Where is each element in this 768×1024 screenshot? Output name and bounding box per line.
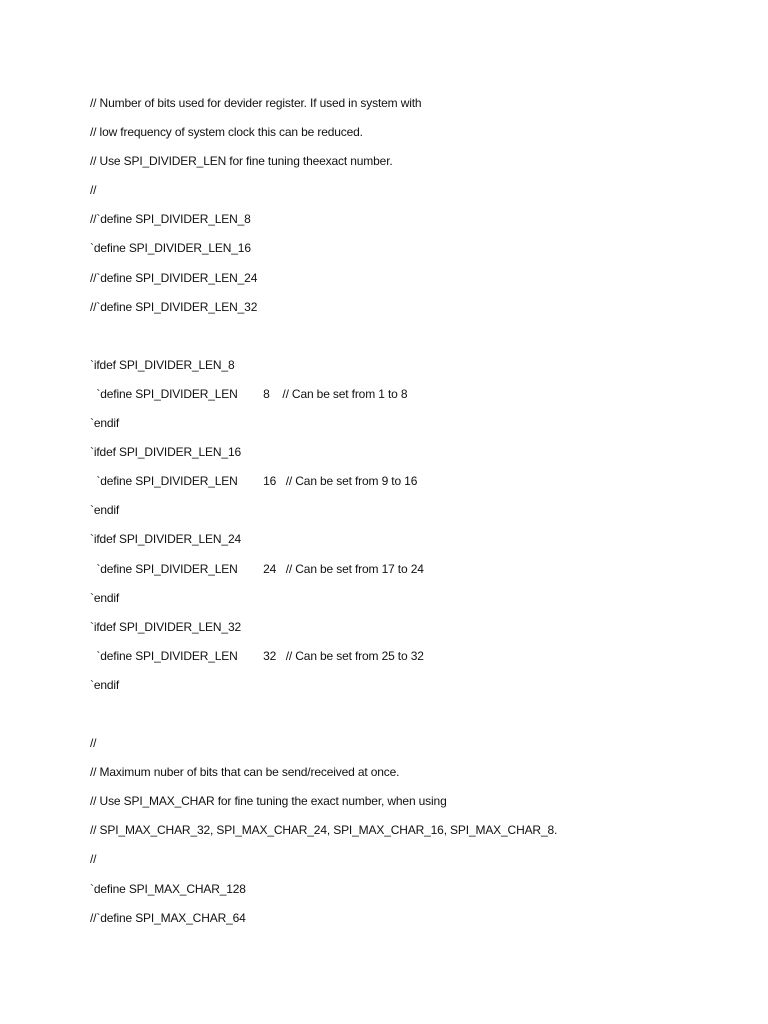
code-line: //`define SPI_DIVIDER_LEN_8 — [90, 212, 251, 227]
code-line: // Use SPI_DIVIDER_LEN for fine tuning theexact number. — [90, 154, 393, 169]
code-line: `ifdef SPI_DIVIDER_LEN_8 — [90, 357, 235, 372]
blank-line — [90, 700, 730, 729]
code-line: `define SPI_DIVIDER_LEN_16 — [90, 241, 251, 256]
code-line: // Number of bits used for devider register. If used in system with — [90, 96, 422, 110]
code-line: `endif — [90, 590, 120, 605]
code-line: //`define SPI_DIVIDER_LEN_24 — [90, 270, 258, 285]
code-line: // Maximum nuber of bits that can be send/received at once. — [90, 765, 400, 780]
code-line: //`define SPI_DIVIDER_LEN_32 — [90, 299, 258, 314]
code-line: `define SPI_MAX_CHAR_128 — [90, 881, 246, 896]
code-listing — [90, 89, 730, 933]
code-line: `ifdef SPI_DIVIDER_LEN_16 — [90, 445, 241, 460]
code-line: // SPI_MAX_CHAR_32, SPI_MAX_CHAR_24, SPI_MAX_CHAR_16, SPI_MAX_CHAR_8. — [90, 823, 558, 838]
code-line: // — [90, 183, 97, 198]
code-line: //`define SPI_MAX_CHAR_64 — [90, 910, 246, 925]
code-line: // — [90, 736, 97, 751]
code-line: `define SPI_DIVIDER_LEN 32 // Can be set from 25 to 32 — [90, 648, 424, 663]
code-line: `ifdef SPI_DIVIDER_LEN_32 — [90, 619, 241, 634]
code-line: `ifdef SPI_DIVIDER_LEN_24 — [90, 532, 241, 547]
code-line: // Use SPI_MAX_CHAR for fine tuning the exact number, when using — [90, 794, 447, 809]
code-line: `endif — [90, 416, 120, 431]
code-line: `endif — [90, 677, 120, 692]
code-line: `define SPI_DIVIDER_LEN 8 // Can be set from 1 to 8 — [90, 386, 408, 401]
blank-line — [90, 322, 730, 351]
code-line: `define SPI_DIVIDER_LEN 16 // Can be set from 9 to 16 — [90, 474, 418, 489]
code-line: // — [90, 852, 97, 867]
code-line: // low frequency of system clock this can be reduced. — [90, 125, 363, 140]
code-line: `endif — [90, 503, 120, 518]
code-line: `define SPI_DIVIDER_LEN 24 // Can be set from 17 to 24 — [90, 561, 424, 576]
